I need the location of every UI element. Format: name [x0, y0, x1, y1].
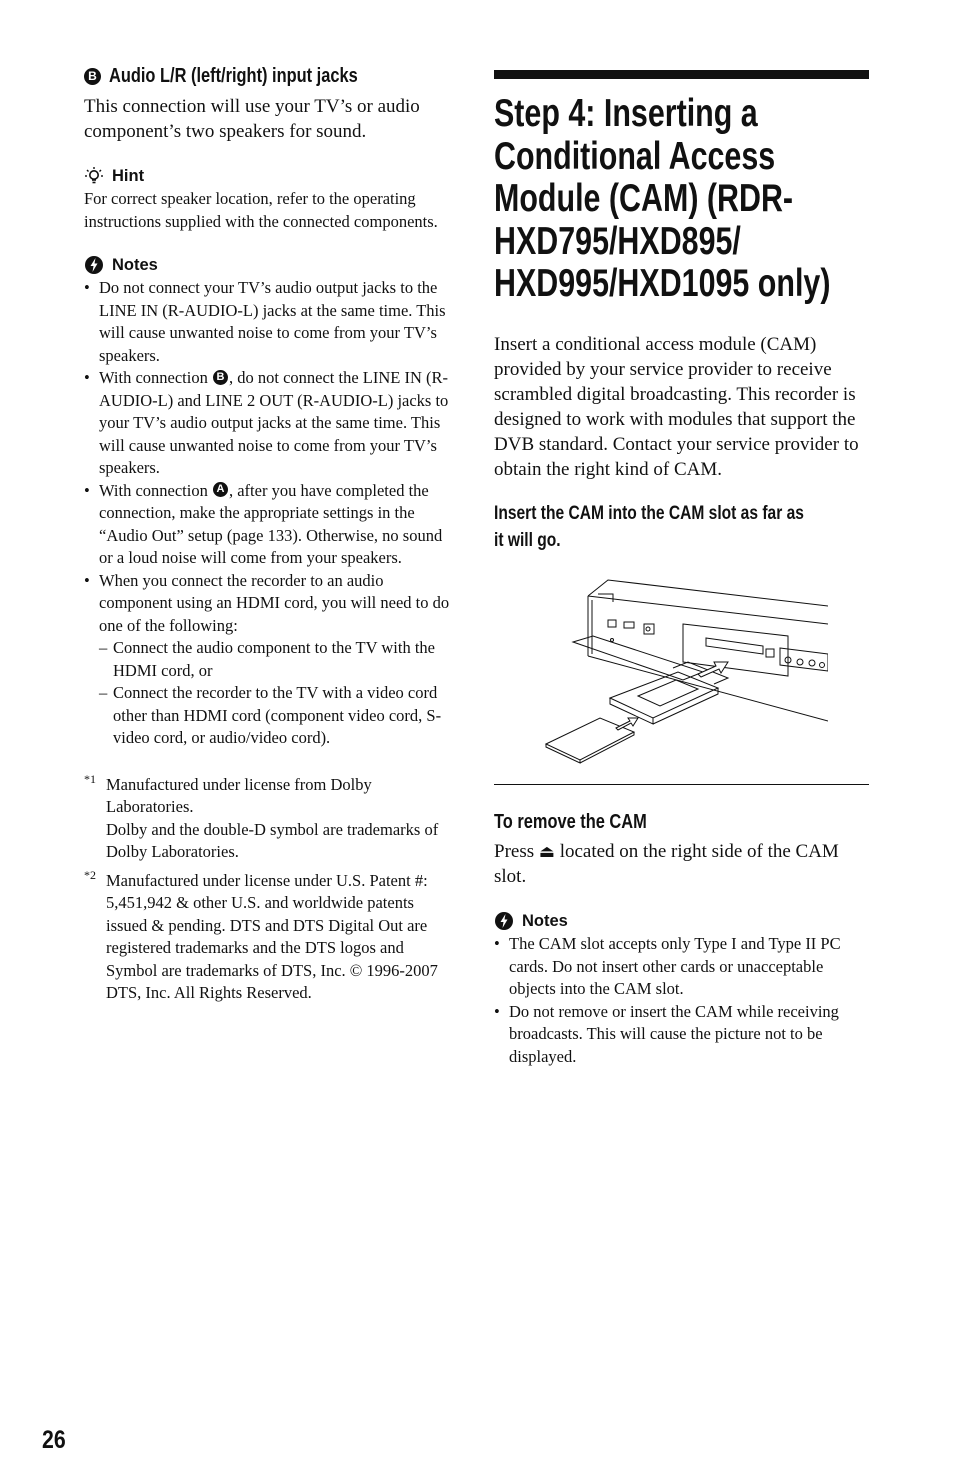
footnote: [84, 867, 459, 1005]
note-text: The CAM slot accepts only Type I and Type II PC cards. Do not insert other cards or unacceptable objects into the CAM slot.: [509, 934, 841, 998]
section-divider: [494, 784, 869, 786]
instruction-line: Insert the CAM into the CAM slot as far as: [494, 502, 804, 524]
sub-list: [99, 637, 459, 750]
footnote-text: Manufactured under license from Dolby Laboratories.: [106, 774, 372, 816]
title-line: Step 4: Inserting a: [494, 92, 758, 135]
hint-text: For correct speaker location, refer to the operating instructions supplied with the connected components.: [84, 189, 438, 231]
page-number-text: 26: [42, 1426, 66, 1454]
note-text: With connection: [99, 480, 212, 500]
notes-heading: [84, 255, 459, 275]
list-item: [84, 570, 459, 750]
title-line: Conditional Access: [494, 134, 776, 178]
list-item: [494, 933, 869, 1001]
cam-insertion-illustration: [538, 576, 828, 768]
instruction-line: it will go.: [494, 529, 561, 551]
section-title: Audio L/R (left/right) input jacks: [109, 64, 358, 87]
notes-list: [84, 277, 459, 750]
list-item: [84, 480, 459, 570]
circle-b-marker: B: [84, 68, 101, 85]
footnote-mark: *1: [84, 771, 96, 786]
title-line: HXD995/HXD1095 only): [494, 262, 831, 305]
circle-b-marker: B: [213, 370, 228, 385]
footnote-text: Manufactured under license under U.S. Patent #: 5,451,942 & other U.S. and worldwide patents issued & pending. DTS and DTS Digital Out are registered trademarks and the DTS logos and Symbol are trademarks of DTS, Inc. © 1996-2007 DTS, Inc. All Rights Reserved.: [106, 870, 438, 1002]
remove-text-post: located on the right side of the CAM slot.: [494, 841, 839, 887]
note-text: Do not connect your TV’s audio output jacks to the LINE IN (R-AUDIO-L) jacks at the same time. This will cause unwanted noise to come from your TV’s speakers.: [99, 278, 446, 365]
note-text: With connection: [99, 368, 212, 387]
section-intro: This connection will use your TV’s or audio component’s two speakers for sound.: [84, 96, 420, 142]
left-column: [84, 60, 459, 1005]
notes-label: Notes: [522, 911, 568, 930]
caution-icon: [494, 911, 514, 931]
list-item: [494, 1001, 869, 1069]
caution-icon: [84, 255, 104, 275]
list-item: [84, 277, 459, 367]
footnote-text: Dolby and the double-D symbol are trademarks of Dolby Laboratories.: [106, 819, 439, 861]
eject-icon: ⏏: [538, 842, 555, 861]
title-line: HXD795/HXD895/: [494, 219, 741, 263]
section-heading-audio-input: [84, 60, 459, 92]
step-intro: Insert a conditional access module (CAM) provided by your service provider to receive scrambled digital broadcasting. This recorder is designed to work with modules that support the DVB standard. Contact your service provider to obtain the right kind of CAM.: [494, 333, 859, 480]
circle-a-marker: A: [213, 482, 228, 497]
note-text: , after you have completed the connection, make the appropriate settings in the “Audio Out” setup (page 133). Otherwise, no sound or a loud noise will come from your speakers.: [99, 480, 443, 567]
hint-heading: [84, 166, 459, 186]
footnotes: [84, 771, 459, 1005]
title-line: Module (CAM) (RDR-: [494, 177, 794, 220]
remove-cam-heading: [494, 811, 869, 839]
hint-label: Hint: [112, 166, 145, 185]
note-text: When you connect the recorder to an audio component using an HDMI cord, you will need to do one of the following:: [99, 570, 450, 635]
title-rule: [494, 70, 869, 79]
remove-cam-text: [494, 839, 869, 889]
footnote-mark: *2: [84, 867, 96, 882]
sub-list-item: [99, 682, 459, 750]
dash-marker: –: [99, 683, 108, 702]
remove-cam-title: To remove the CAM: [494, 811, 647, 833]
right-column: [494, 60, 869, 1068]
list-item: [84, 367, 459, 480]
notes-label: Notes: [112, 255, 158, 274]
dash-marker: –: [99, 638, 108, 657]
page-number: [42, 1426, 70, 1455]
note-text: , do not connect the LINE IN (R-AUDIO-L) and LINE 2 OUT (R-AUDIO-L) jacks to your TV’s audio output jacks at the same time. This will cause unwanted noise to come from your TV’s speakers.: [99, 368, 449, 477]
remove-text-pre: Press: [494, 841, 539, 862]
notes-heading: [494, 911, 869, 931]
page-title: [494, 93, 869, 306]
footnote: [84, 771, 459, 864]
instruction-heading: [494, 500, 869, 554]
note-text: Do not remove or insert the CAM while receiving broadcasts. This will cause the picture not to be displayed.: [509, 1001, 839, 1066]
sub-note-text: Connect the recorder to the TV with a video cord other than HDMI cord (component video cord, S-video cord, or audio/video cord).: [113, 683, 442, 747]
notes-list: [494, 933, 869, 1068]
sub-list-item: [99, 637, 459, 682]
lightbulb-icon: [84, 166, 104, 186]
sub-note-text: Connect the audio component to the TV with the HDMI cord, or: [113, 638, 435, 680]
